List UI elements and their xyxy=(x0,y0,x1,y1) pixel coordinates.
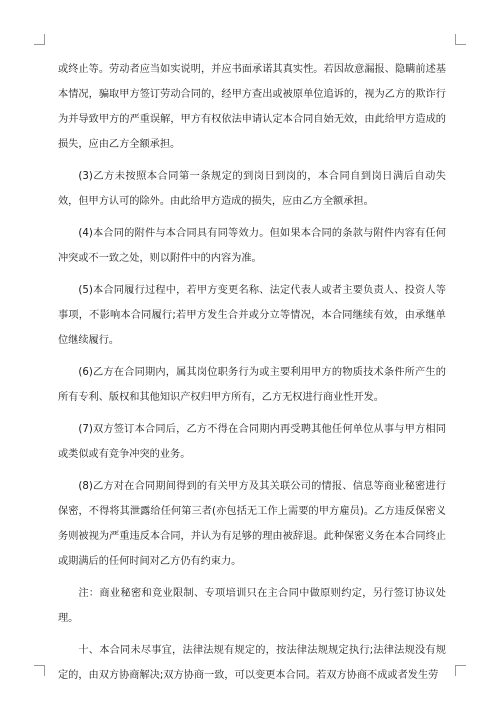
crop-mark-bottom-right xyxy=(455,665,466,676)
paragraph-clause-7: (7)双方签订本合同后，乙方不得在合同期内再受聘其他任何单位从事与甲方相同或类似或有竞争冲突的业务。 xyxy=(58,424,446,460)
paragraph-clause-6: (6)乙方在合同期内，属其岗位职务行为或主要利用甲方的物质技术条件所产生的所有专利、版权和其他知识产权归甲方所有，乙方无权进行商业性开发。 xyxy=(58,367,446,403)
paragraph-clause-4: (4)本合同的附件与本合同具有同等效力。但如果本合同的条款与附件内容有任何冲突或不一致之处，则以附件中的内容为准。 xyxy=(58,228,446,264)
crop-mark-top-right xyxy=(455,34,466,45)
paragraph-disclosure-continuation: 或终止等。劳动者应当如实说明，并应书面承诺其真实性。若因故意漏报、隐瞒前述基本情况，骗取甲方签订劳动合同的，经甲方查出或被原单位追诉的，视为乙方的欺诈行为并导致甲方的严重误解，甲方有权依法申请认定本合同自始无效，由此给甲方造成的损失，应由乙方全额承担。 xyxy=(58,64,446,150)
crop-mark-bottom-left xyxy=(34,665,45,676)
crop-mark-top-left xyxy=(34,34,45,45)
document-body xyxy=(58,57,446,695)
paragraph-clause-3: (3)乙方未按照本合同第一条规定的到岗日到岗的，本合同自到岗日满后自动失效，但甲方认可的除外。由此给甲方造成的损失，应由乙方全额承担。 xyxy=(58,171,446,207)
paragraph-note: 注：商业秘密和竞业限制、专项培训只在主合同中做原则约定，另行签订协议处理。 xyxy=(58,588,446,624)
paragraph-clause-5: (5)本合同履行过程中，若甲方变更名称、法定代表人或者主要负责人、投资人等事项，不影响本合同履行;若甲方发生合并或分立等情况，本合同继续有效，由承继单位继续履行。 xyxy=(58,285,446,346)
paragraph-clause-8: (8)乙方对在合同期间得到的有关甲方及其关联公司的情报、信息等商业秘密进行保密，不得将其泄露给任何第三者(亦包括无工作上需要的甲方雇员)。乙方违反保密义务则被视为严重违反本合同，并认为有足够的理由被辞退。此种保密义务在本合同终止或期满后的任何时间对乙方仍有约束力。 xyxy=(58,481,446,567)
paragraph-section-10: 十、本合同未尽事宜，法律法规有规定的，按法律法规规定执行;法律法规没有规定的，由双方协商解决;双方协商一致，可以变更本合同。若双方协商不成或者发生劳 xyxy=(58,645,446,681)
